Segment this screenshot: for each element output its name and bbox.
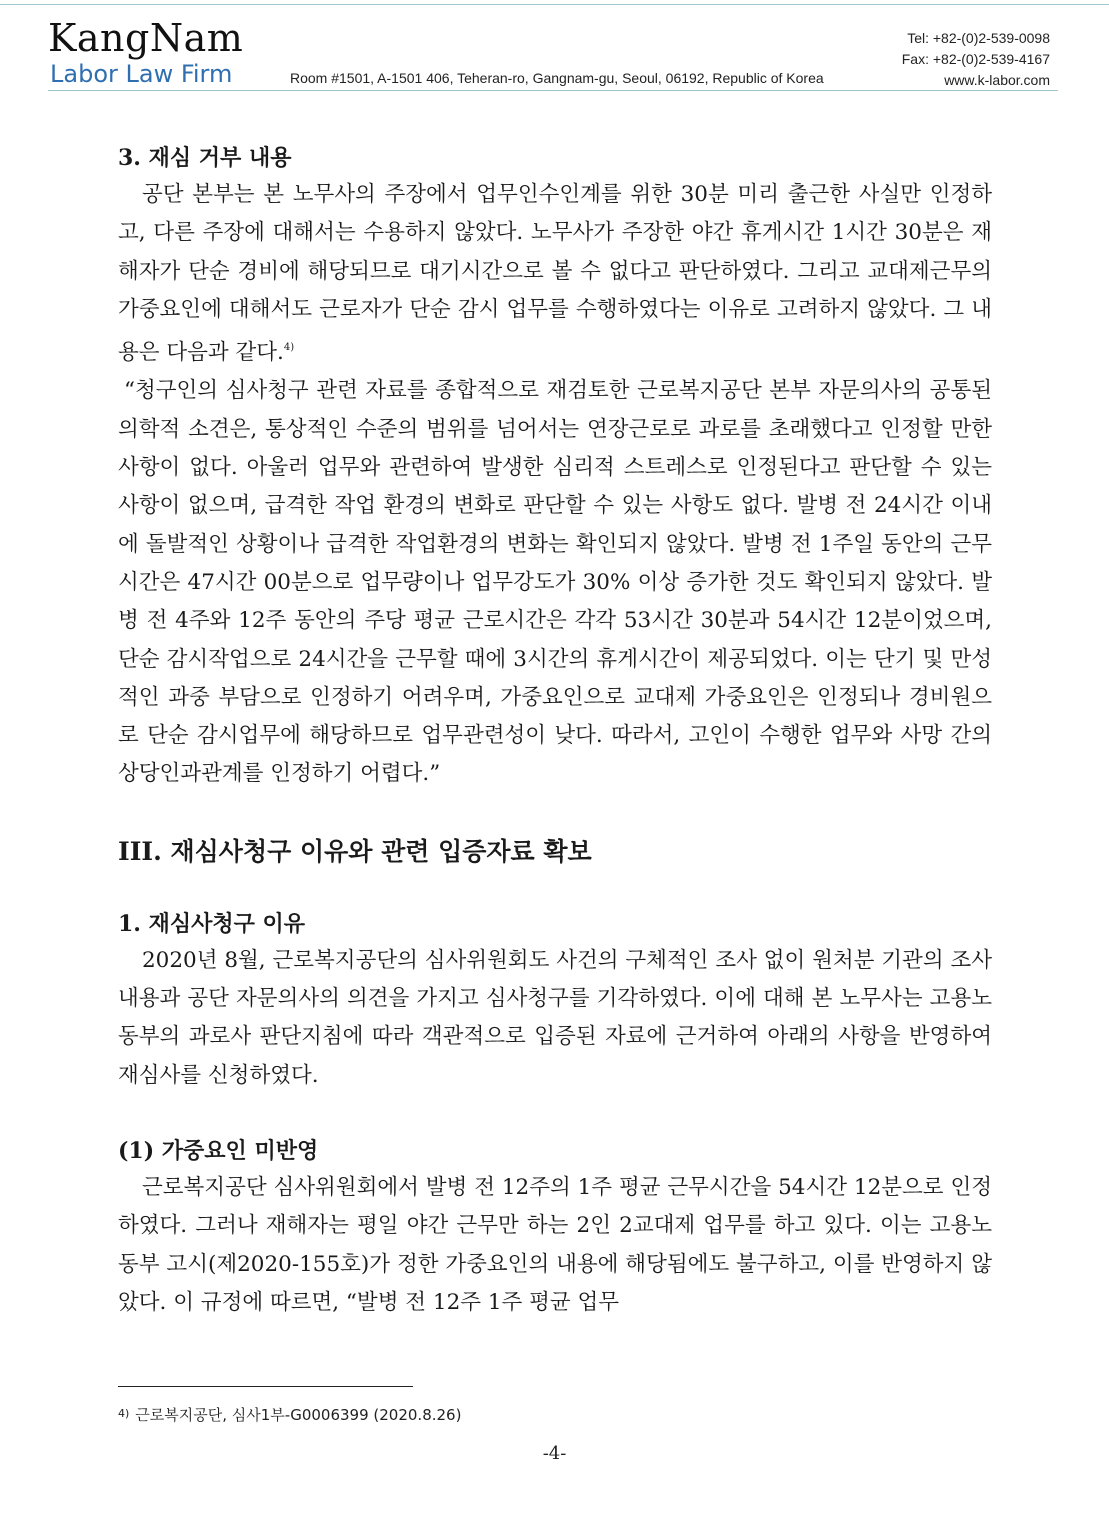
footnote-divider [118, 1386, 413, 1387]
firm-website: www.k-labor.com [944, 72, 1050, 88]
section-3-heading: 3. 재심 거부 내용 [118, 145, 292, 171]
quoted-decision: “청구인의 심사청구 관련 자료를 종합적으로 재검토한 근로복지공단 본부 자문의사의 공통된 의학적 소견은, 통상적인 수준의 범위를 넘어서는 연장근로로 과로를 초래했다고 인정할 만한 사항이 없다. 아울러 업무와 관련하여 발생한 심리적 스트레스로 인정된다고 판단할 수 있는 사항이 없으며, 급격한 작업 환경의 변화로 판단할 수 있는 사항도 없다. 발병 전 24시간 이내에 돌발적인 상황이나 급격한 작업환경의 변화는 확인되지 않았다. 발병 전 1주일 동안의 근무시간은 47시간 00분으로 업무량이나 업무강도가 30% 이상 증가한 것도 확인되지 않았다. 발병 전 4주와 12주 동안의 주당 평균 근로시간은 각각 53시간 30분과 54시간 12분이었으며, 단순 감시작업으로 24시간을 근무할 때에 3시간의 휴게시간이 제공되었다. 이는 단기 및 만성적인 과중 부담으로 인정하기 어려우며, 가중요인으로 교대제 가중요인은 인정되나 경비원으로 단순 감시업무에 해당하므로 업무관련성이 낮다. 따라서, 고인이 수행한 업무와 사망 간의 상당인과관계를 인정하기 어렵다.” [118, 378, 992, 787]
document-body [118, 140, 992, 1322]
firm-tel: Tel: +82-(0)2-539-0098 [907, 30, 1050, 46]
footnote-number: 4) [118, 1407, 130, 1420]
section-1-heading: 1. 재심사청구 이유 [118, 910, 306, 937]
footnote [118, 1404, 461, 1425]
section-1-paragraph: 2020년 8월, 근로복지공단의 심사위원회도 사건의 구체적인 조사 없이 원처분 기관의 조사내용과 공단 자문의사의 의견을 가지고 심사청구를 기각하였다. 이에 대해 본 노무사는 고용노동부의 과로사 판단지침에 따라 객관적으로 입증된 자료에 근거하여 아래의 사항을 반영하여 재심사를 신청하였다. [118, 947, 992, 1088]
firm-logo-subtitle: Labor Law Firm [50, 60, 233, 88]
footnote-reference: 4) [283, 342, 295, 354]
section-iii-heading: III. 재심사청구 이유와 관련 입증자료 확보 [118, 836, 592, 866]
page-number: -4- [542, 1443, 567, 1464]
firm-address: Room #1501, A-1501 406, Teheran-ro, Gangnam-gu, Seoul, 06192, Republic of Korea [290, 70, 824, 86]
section-3-paragraph [118, 176, 992, 372]
firm-fax: Fax: +82-(0)2-539-4167 [901, 51, 1050, 67]
firm-contact [902, 28, 1050, 91]
header-divider [48, 90, 1058, 91]
section-3-paragraph-text: 공단 본부는 본 노무사의 주장에서 업무인수인계를 위한 30분 미리 출근한 사실만 인정하고, 다른 주장에 대해서는 수용하지 않았다. 노무사가 주장한 야간 휴게시간 1시간 30분은 재해자가 단순 경비에 해당되므로 대기시간으로 볼 수 없다고 판단하였다. 그리고 교대제근무의 가중요인에 대해서도 근로자가 단순 감시 업무를 수행하였다는 이유로 고려하지 않았다. 그 내용은 다음과 같다. [118, 182, 992, 366]
firm-logo-name: KangNam [48, 16, 244, 60]
footnote-text: 근로복지공단, 심사1부-G0006399 (2020.8.26) [135, 1406, 462, 1424]
subsection-1-heading: (1) 가중요인 미반영 [118, 1137, 319, 1164]
top-border-line [0, 4, 1109, 5]
subsection-1-paragraph: 근로복지공단 심사위원회에서 발병 전 12주의 1주 평균 근무시간을 54시간 12분으로 인정하였다. 그러나 재해자는 평일 야간 근무만 하는 2인 2교대제 업무를 하고 있다. 이는 고용노동부 고시(제2020-155호)가 정한 가중요인의 내용에 해당됨에도 불구하고, 이를 반영하지 않았다. 이 규정에 따르면, “발병 전 12주 1주 평균 업무 [118, 1174, 992, 1315]
